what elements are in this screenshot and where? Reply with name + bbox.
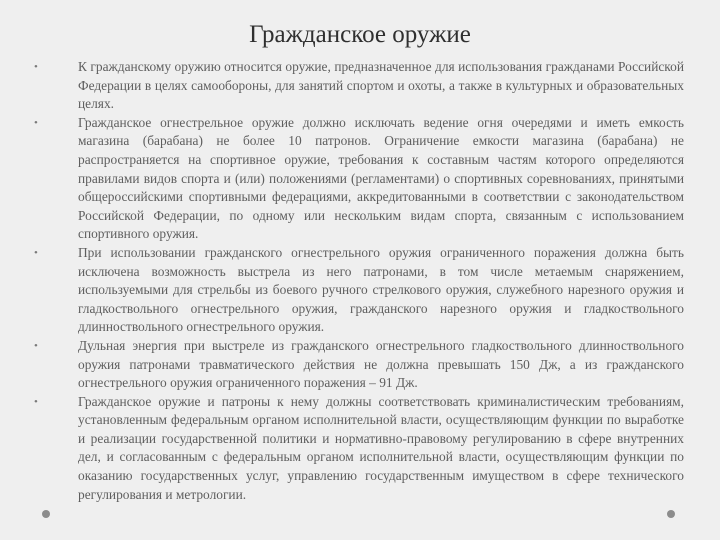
bullet-text: Гражданское огнестрельное оружие должно исключать ведение огня очередями и иметь емкость магазина (барабана) не более 10 патронов. Ограничение емкости магазина (барабана) не распространяется на спортивное оружие, требования к составным частям которого определяются правилами видов спорта и (или) положениями (регламентами) о спортивных соревнованиях, принятыми общероссийскими спортивными федерациями, аккредитованными в соответствии с законодательством Российской Федерации, по одному или нескольким видам спорта, связанным с использованием спортивного оружия.	[78, 114, 684, 242]
bullet-dot-icon: •	[34, 246, 38, 259]
bullet-dot-icon: •	[34, 61, 38, 73]
decorative-dot-icon-right	[667, 510, 675, 518]
bullet-item	[0, 58, 720, 114]
bullet-dot-icon: •	[34, 339, 38, 352]
bullet-text: Гражданское оружие и патроны к нему должны соответствовать криминалистическим требованиям, установленным федеральным органом исполнительной власти, осуществляющим функции по выработке и реализации государственной политики и нормативно-правовому регулированию в сфере внутренних дел, и согласованным с федеральным органом исполнительной власти, осуществляющим функции по оказанию государственных услуг, управлению государственным имуществом в сфере технического регулирования и метрологии.	[78, 393, 684, 502]
bullet-item	[0, 244, 720, 337]
bullet-text: Дульная энергия при выстреле из гражданского огнестрельного гладкоствольного длинноствольного оружия патронами травматического действия не должна превышать 150 Дж, а из гражданского огнестрельного оружия ограниченного поражения – 91 Дж.	[78, 337, 684, 391]
decorative-dot-icon-left	[42, 510, 50, 518]
bullet-dot-icon: •	[34, 116, 38, 129]
bullet-item	[0, 337, 720, 393]
bullet-text: К гражданскому оружию относится оружие, предназначенное для использования гражданами Российской Федерации в целях самообороны, для занятий спортом и охоты, а также в культурных и образовательных целях.	[78, 59, 684, 112]
bullet-list	[0, 58, 720, 504]
bullet-item	[0, 393, 720, 505]
bullet-dot-icon: •	[34, 395, 38, 408]
bullet-item	[0, 114, 720, 244]
slide-title: Гражданское оружие	[249, 21, 471, 48]
bullet-text: При использовании гражданского огнестрельного оружия ограниченного поражения должна быть исключена возможность выстрела из него патронами, в том числе метаемым снаряжением, используемыми для стрельбы из боевого ручного стрелкового оружия, служебного нарезного оружия и гладкоствольного огнестрельного оружия, гражданского нарезного оружия и гладкоствольного длинноствольного огнестрельного оружия.	[78, 244, 684, 335]
